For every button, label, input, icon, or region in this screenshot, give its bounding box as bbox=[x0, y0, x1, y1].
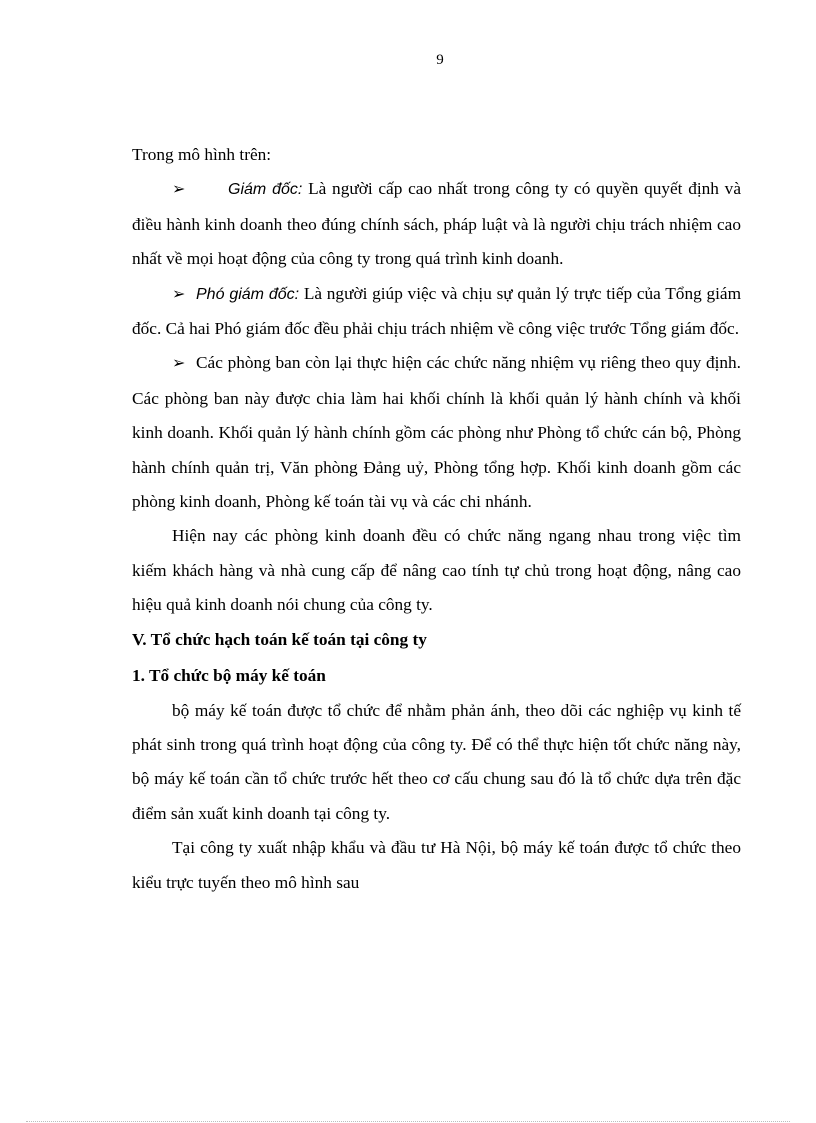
bullet-departments bbox=[132, 346, 741, 519]
paragraph-hanoi-company: Tại công ty xuất nhập khẩu và đầu tư Hà Nội, bộ máy kế toán được tổ chức theo kiểu trực tuyến theo mô hình sau bbox=[132, 838, 741, 892]
intro-line: Trong mô hình trên: bbox=[132, 145, 272, 164]
bullet-deputy-director bbox=[132, 277, 741, 347]
page-number: 9 bbox=[436, 52, 444, 68]
bullet-term: Giám đốc: bbox=[228, 181, 303, 199]
page-bottom-divider bbox=[26, 1121, 790, 1122]
paragraph-accounting-apparatus: bộ máy kế toán được tổ chức để nhằm phản ánh, theo dõi các nghiệp vụ kinh tế phát sinh trong quá trình hoạt động của công ty. Để có thể thực hiện tốt chức năng này, bộ máy kế toán cần tổ chức trước hết theo cơ cấu chung sau đó là tổ chức dựa trên đặc điểm sản xuất kinh doanh tại công ty. bbox=[132, 700, 741, 823]
subsection-heading: 1. Tổ chức bộ máy kế toán bbox=[132, 666, 326, 686]
bullet-term: Phó giám đốc: bbox=[196, 285, 300, 303]
bullet-text: Là người cấp cao nhất trong công ty có quyền quyết định và điều hành kinh doanh theo đúng chính sách, pháp luật và là người chịu trách nhiệm cao nhất về mọi hoạt động của công ty trong quá trình kinh doanh. bbox=[132, 179, 741, 269]
bullet-text: Là người giúp việc và chịu sự quản lý trực tiếp của Tổng giám đốc. Cả hai Phó giám đốc đều phải chịu trách nhiệm về công việc trước Tổng giám đốc. bbox=[132, 283, 742, 339]
bullet-text: Các phòng ban còn lại thực hiện các chức năng nhiệm vụ riêng theo quy định. Các phòng ban này được chia làm hai khối chính là khối quản lý hành chính và khối kinh doanh. Khối quản lý hành chính gồm các phòng như Phòng tổ chức cán bộ, Phòng hành chính quản trị, Văn phòng Đảng uỷ, Phòng tổng hợp. Khối kinh doanh gồm các phòng kinh doanh, Phòng kế toán tài vụ và các chi nhánh. bbox=[132, 353, 741, 512]
arrowhead-bullet-icon: ➢ bbox=[172, 355, 186, 373]
arrowhead-bullet-icon: ➢ bbox=[172, 181, 186, 199]
document-body bbox=[132, 138, 741, 900]
bullet-director bbox=[132, 172, 741, 276]
paragraph-business-departments: Hiện nay các phòng kinh doanh đều có chức năng ngang nhau trong việc tìm kiếm khách hàng và nhà cung cấp để nâng cao tính tự chủ trong hoạt động, nâng cao hiệu quả kinh doanh nói chung của công ty. bbox=[132, 526, 741, 615]
section-heading: V. Tổ chức hạch toán kế toán tại công ty bbox=[132, 629, 427, 649]
arrowhead-bullet-icon: ➢ bbox=[172, 285, 186, 303]
